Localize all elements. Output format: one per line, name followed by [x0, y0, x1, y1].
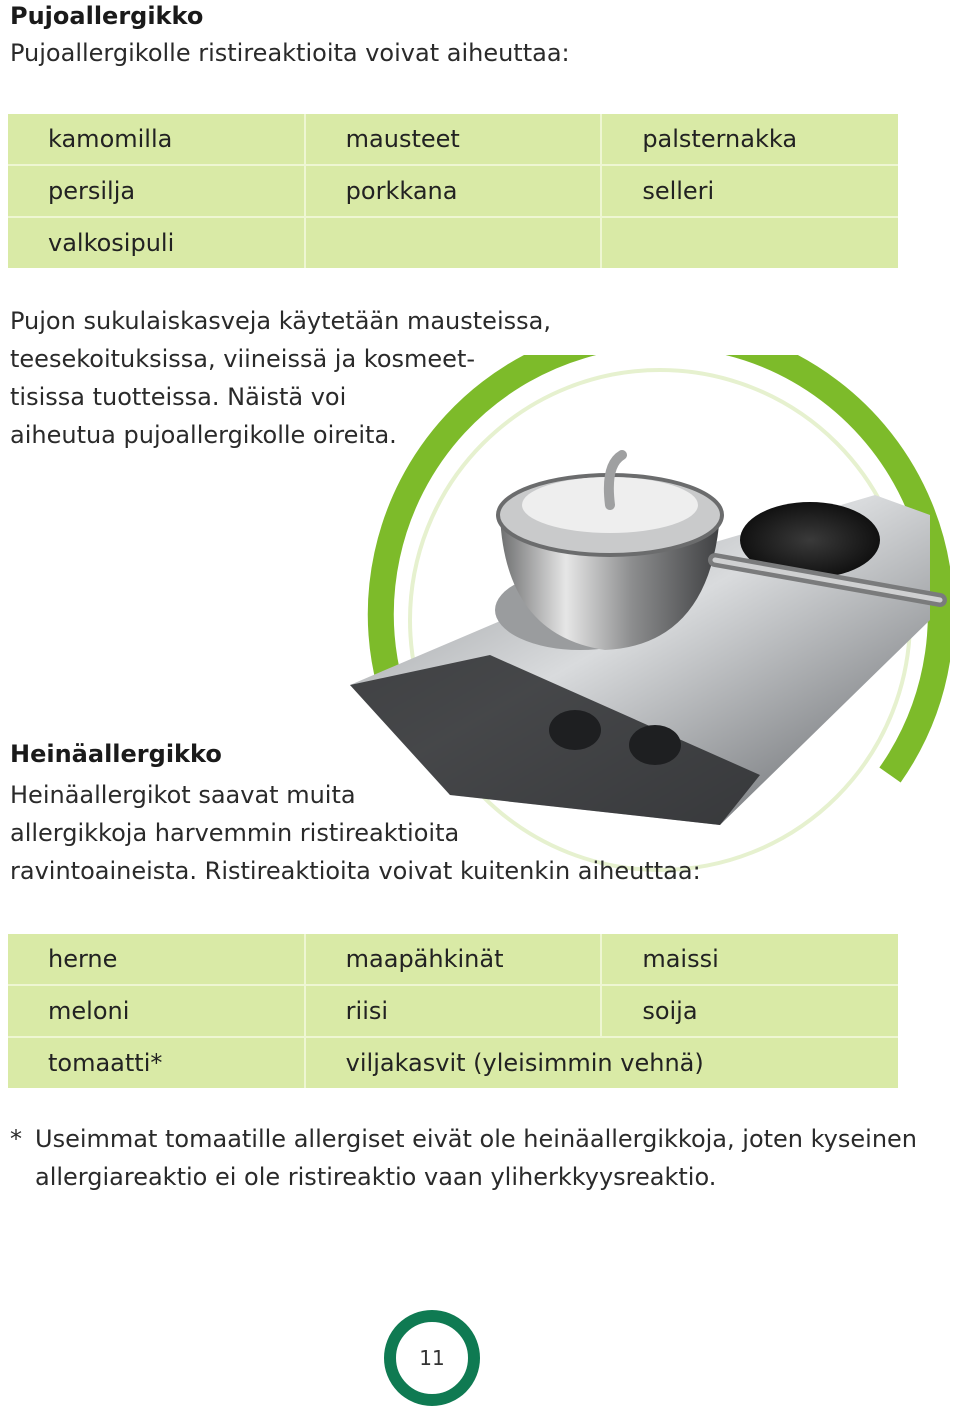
- table-cell: mausteet: [305, 114, 602, 165]
- table-cell: [601, 217, 898, 268]
- table-row: [8, 985, 898, 1037]
- page-number: 11: [419, 1346, 445, 1370]
- body-line: allergikkoja harvemmin ristireaktioita: [10, 819, 460, 847]
- table-cell: soija: [601, 985, 898, 1037]
- table-cell: [305, 217, 602, 268]
- table-cell: palsternakka: [601, 114, 898, 165]
- body-line: aiheutua pujoallergikolle oireita.: [10, 421, 397, 449]
- table-row: [8, 114, 898, 165]
- table-row: [8, 165, 898, 217]
- footnote: [10, 1120, 935, 1196]
- body-line: teesekoituksissa, viineissä ja kosmeet-: [10, 345, 476, 373]
- section2-heading: Heinäallergikko: [10, 740, 222, 768]
- table-cell: persilja: [8, 165, 305, 217]
- table-cell: riisi: [305, 985, 602, 1037]
- table-cell: maapähkinät: [305, 934, 602, 985]
- table-cell: kamomilla: [8, 114, 305, 165]
- page-number-badge: [384, 1310, 480, 1406]
- table-cell: porkkana: [305, 165, 602, 217]
- table-row: [8, 1037, 898, 1088]
- section2-body: [10, 776, 701, 890]
- body-line: Pujon sukulaiskasveja käytetään mausteissa,: [10, 307, 551, 335]
- heina-cross-reaction-table: [8, 934, 898, 1088]
- table-cell: viljakasvit (yleisimmin vehnä): [345, 1049, 704, 1077]
- body-line: tisissa tuotteissa. Näistä voi: [10, 383, 347, 411]
- footnote-text: Useimmat tomaatille allergiset eivät ole heinäallergikkoja, joten kyseinen allergiareaktio ei ole ristireaktio vaan yliherkkyysreaktio.: [35, 1125, 918, 1191]
- table-row: [8, 217, 898, 268]
- table-cell: valkosipuli: [8, 217, 305, 268]
- footnote-marker: *: [10, 1125, 22, 1153]
- table-cell: selleri: [601, 165, 898, 217]
- table-cell: herne: [8, 934, 305, 985]
- table-row: [8, 934, 898, 985]
- section1-heading: Pujoallergikko: [10, 2, 204, 30]
- body-line: Heinäallergikot saavat muita: [10, 781, 356, 809]
- body-line: ravintoaineista. Ristireaktioita voivat kuitenkin aiheuttaa:: [10, 857, 701, 885]
- table-cell: tomaatti*: [8, 1037, 305, 1088]
- section1-intro: Pujoallergikolle ristireaktioita voivat aiheuttaa:: [10, 39, 570, 67]
- table-cell: maissi: [601, 934, 898, 985]
- table-cell: meloni: [8, 985, 305, 1037]
- section1-body: [10, 302, 551, 454]
- pujo-cross-reaction-table: [8, 114, 898, 268]
